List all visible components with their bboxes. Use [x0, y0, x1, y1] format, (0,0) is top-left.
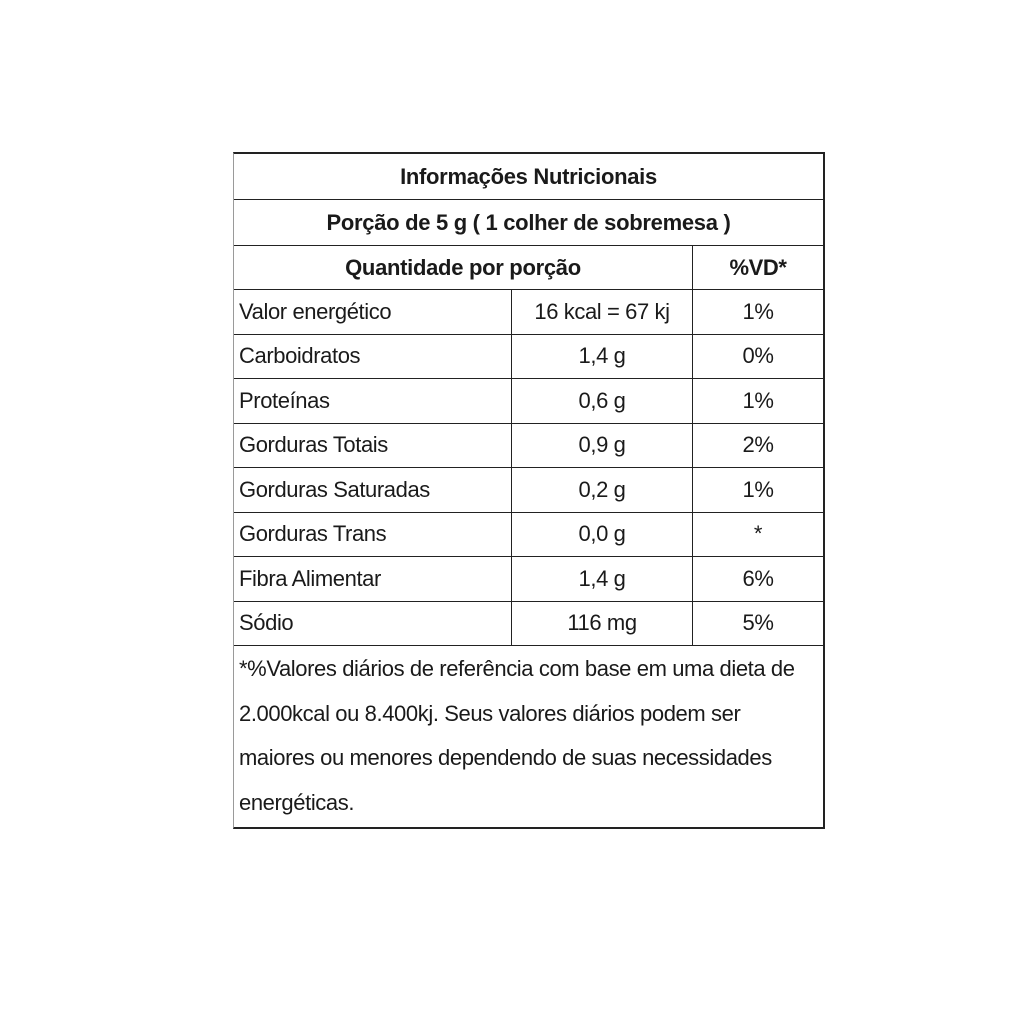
- nutrient-name: Carboidratos: [234, 335, 512, 379]
- quantity-header: Quantidade por porção: [234, 246, 693, 289]
- nutrient-amount: 0,9 g: [512, 424, 693, 468]
- table-row: [234, 602, 823, 647]
- nutrient-vd: 2%: [742, 432, 774, 458]
- column-header-row: [234, 246, 823, 290]
- table-row: [234, 468, 823, 513]
- table-row: [234, 290, 823, 335]
- portion-size: Porção de 5 g ( 1 colher de sobremesa ): [326, 209, 731, 235]
- nutrient-name: Gorduras Trans: [234, 513, 512, 557]
- nutrient-name: Sódio: [234, 602, 512, 646]
- nutrient-vd: 0%: [742, 343, 774, 369]
- vd-header: %VD*: [729, 254, 787, 280]
- nutrient-amount: 0,2 g: [512, 468, 693, 512]
- nutrient-name: Valor energético: [234, 290, 512, 334]
- nutrient-amount: 16 kcal = 67 kj: [512, 290, 693, 334]
- table-title-row: [234, 154, 823, 200]
- table-row: [234, 424, 823, 469]
- nutrient-amount: 116 mg: [512, 602, 693, 646]
- nutrient-vd: 1%: [742, 387, 774, 413]
- nutrient-name: Proteínas: [234, 379, 512, 423]
- nutrient-vd: *: [753, 521, 763, 547]
- nutrient-vd: 1%: [742, 298, 774, 324]
- nutrient-vd: 6%: [742, 565, 774, 591]
- nutrient-name: Gorduras Saturadas: [234, 468, 512, 512]
- nutrient-amount: 1,4 g: [512, 335, 693, 379]
- nutrient-vd: 1%: [742, 476, 774, 502]
- daily-value-footnote: *%Valores diários de referência com base em uma dieta de 2.000kcal ou 8.400kj. Seus valores diários podem ser maiores ou menores dependendo de suas necessidades energéticas.: [239, 656, 795, 815]
- nutrient-amount: 0,0 g: [512, 513, 693, 557]
- nutrient-amount: 1,4 g: [512, 557, 693, 601]
- nutrient-amount: 0,6 g: [512, 379, 693, 423]
- portion-row: [234, 200, 823, 246]
- nutrition-facts-table: [233, 152, 825, 829]
- table-row: [234, 513, 823, 558]
- table-row: [234, 379, 823, 424]
- nutrient-name: Gorduras Totais: [234, 424, 512, 468]
- table-row: [234, 557, 823, 602]
- nutrient-name: Fibra Alimentar: [234, 557, 512, 601]
- nutrient-vd: 5%: [742, 610, 774, 636]
- table-title: Informações Nutricionais: [400, 163, 657, 189]
- table-row: [234, 335, 823, 380]
